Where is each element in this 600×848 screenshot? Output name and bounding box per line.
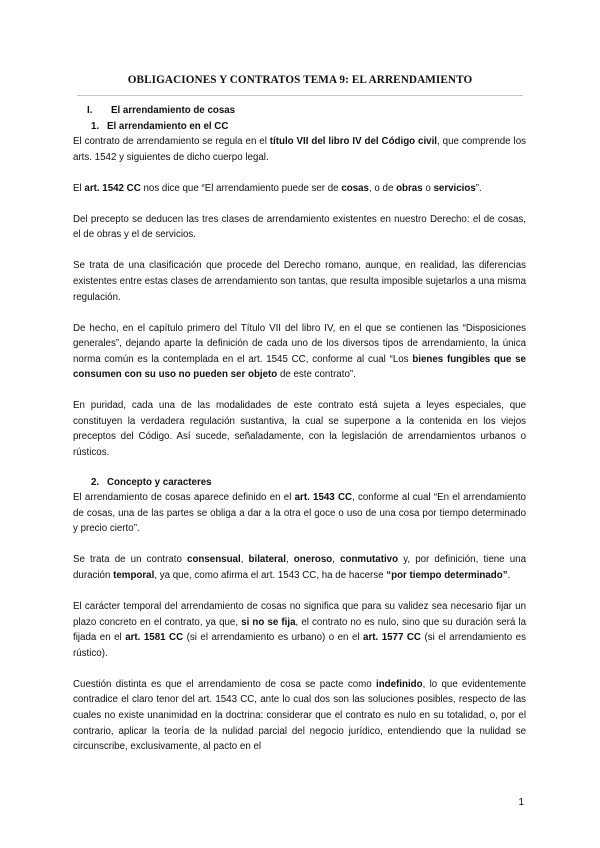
paragraph: [73, 181, 526, 197]
subsection-title: El arrendamiento en el CC: [107, 120, 229, 132]
bold-text: consensual: [187, 554, 241, 566]
bold-text: servicios: [433, 182, 476, 194]
text-run: y, por definición, tiene una duración: [73, 554, 526, 581]
section-heading: [73, 103, 526, 119]
title-divider: [77, 95, 523, 96]
page-number: 1: [518, 797, 524, 808]
bold-text: art. 1581 CC: [125, 632, 184, 644]
paragraph: [73, 134, 526, 165]
subsection-number: 2.: [91, 476, 100, 488]
text-run: , lo que evidentemente contradice el claro tenor del art. 1543 CC, ante lo cual dos son las soluciones posibles, respecto de las cuales no existe unanimidad en la doctrina: considerar que el contrato es nulo en su totalidad, o, por el contrario, aplicar la teoría de la nulidad parcial del negocio jurídico, entendiendo que la nulidad se circunscribe, exclusivamente, al pacto en el: [73, 678, 526, 753]
text-run: , o de: [368, 182, 397, 194]
text-run: o: [422, 182, 434, 194]
bold-text: indefinido: [376, 678, 423, 690]
text-run: (si el arrendamiento es rústico).: [73, 632, 526, 659]
subsection-2-body: [73, 490, 526, 754]
text-run: El: [73, 182, 85, 194]
text-run: El arrendamiento de cosas aparece definido en el: [73, 492, 295, 504]
text-run: , conforme al cual “En el arrendamiento de cosas, una de las partes se obliga a dar a la otra el goce o uso de una cosa por tiempo determinado y precio cierto”.: [73, 492, 526, 535]
bold-text: oneroso: [293, 554, 333, 566]
bold-text: obras: [396, 182, 423, 194]
bold-text: art. 1542 CC: [84, 182, 141, 194]
text-run: de este contrato”.: [277, 369, 356, 381]
text-run: ,: [332, 554, 341, 566]
text-run: ,: [285, 554, 294, 566]
bold-text: bienes fungibles que se consumen con su uso no pueden ser objeto: [73, 353, 526, 381]
paragraph: [73, 212, 526, 243]
subsection-1-body: [73, 134, 526, 460]
paragraph: [73, 490, 526, 537]
text-run: .: [507, 570, 511, 581]
text-run: De hecho, en el capítulo primero del Título VII del libro IV, en el que se contienen las “Disposiciones generales”, dejando aparte la definición de cada uno de los diversos tipos de arrendamiento, la única norma común es la contemplada en el art. 1545 CC, conforme al cual “Los: [73, 322, 526, 365]
text-run: ”.: [475, 182, 482, 194]
paragraph: [73, 258, 526, 305]
text-run: (si el arrendamiento es urbano) o en el: [183, 632, 364, 644]
bold-text: art. 1577 CC: [363, 632, 421, 644]
bold-text: conmutativo: [340, 554, 399, 566]
document-body: [73, 103, 526, 755]
text-run: El carácter temporal del arrendamiento de cosas no significa que para su validez sea necesario fijar un plazo concreto en el contrato, ya que,: [73, 600, 526, 628]
bold-text: temporal: [113, 570, 155, 581]
page-title: OBLIGACIONES Y CONTRATOS TEMA 9: EL ARRENDAMIENTO: [127, 74, 473, 86]
text-run: En puridad, cada una de las modalidades de este contrato está sujeta a leyes especiales, que constituyen la verdadera regulación sustantiva, la cual se superpone a la contenida en los viejos preceptos del Código. Así sucede, señaladamente, con la legislación de arrendamientos urbanos o rústicos.: [73, 400, 526, 459]
text-run: Se trata de una clasificación que procede del Derecho romano, aunque, en realidad, las diferencias existentes entre estas clases de arrendamiento son tantas, que resulta imposible sujetarlos a una misma regulación.: [73, 260, 526, 303]
section-title: El arrendamiento de cosas: [111, 105, 236, 116]
text-run: ,: [240, 554, 249, 566]
paragraph: [73, 552, 526, 583]
bold-text: “por tiempo determinado”: [386, 570, 508, 581]
bold-text: bilateral: [248, 554, 286, 566]
text-run: nos dice que “El arrendamiento puede ser de: [140, 182, 342, 194]
paragraph: [73, 599, 526, 661]
text-run: Cuestión distinta es que el arrendamiento de cosa se pacte como: [73, 678, 377, 690]
subsection-heading-1: [73, 119, 526, 135]
bold-text: título VII del libro IV del Código civil: [269, 136, 438, 148]
bold-text: si no se fija: [241, 616, 296, 628]
subsection-heading-2: [73, 475, 526, 491]
text-run: Del precepto se deducen las tres clases de arrendamiento existentes en nuestro Derecho: el de cosas, el de obras y el de servicios.: [73, 213, 526, 241]
section-number: I.: [87, 105, 93, 116]
paragraph: [73, 321, 526, 383]
bold-text: art. 1543 CC: [294, 492, 353, 504]
text-run: , que comprende los arts. 1542 y siguientes de dicho cuerpo legal.: [73, 136, 526, 163]
text-run: , el contrato no es nulo, sino que su duración será la fijada en el: [73, 616, 526, 644]
subsection-title: Concepto y caracteres: [107, 476, 212, 488]
bold-text: cosas: [341, 182, 369, 194]
paragraph: [73, 398, 526, 460]
text-run: Se trata de un contrato: [73, 554, 188, 566]
subsection-number: 1.: [91, 120, 100, 132]
paragraph: [73, 677, 526, 755]
text-run: El contrato de arrendamiento se regula en el: [73, 136, 270, 148]
text-run: , ya que, como afirma el art. 1543 CC, ha de hacerse: [154, 570, 387, 581]
